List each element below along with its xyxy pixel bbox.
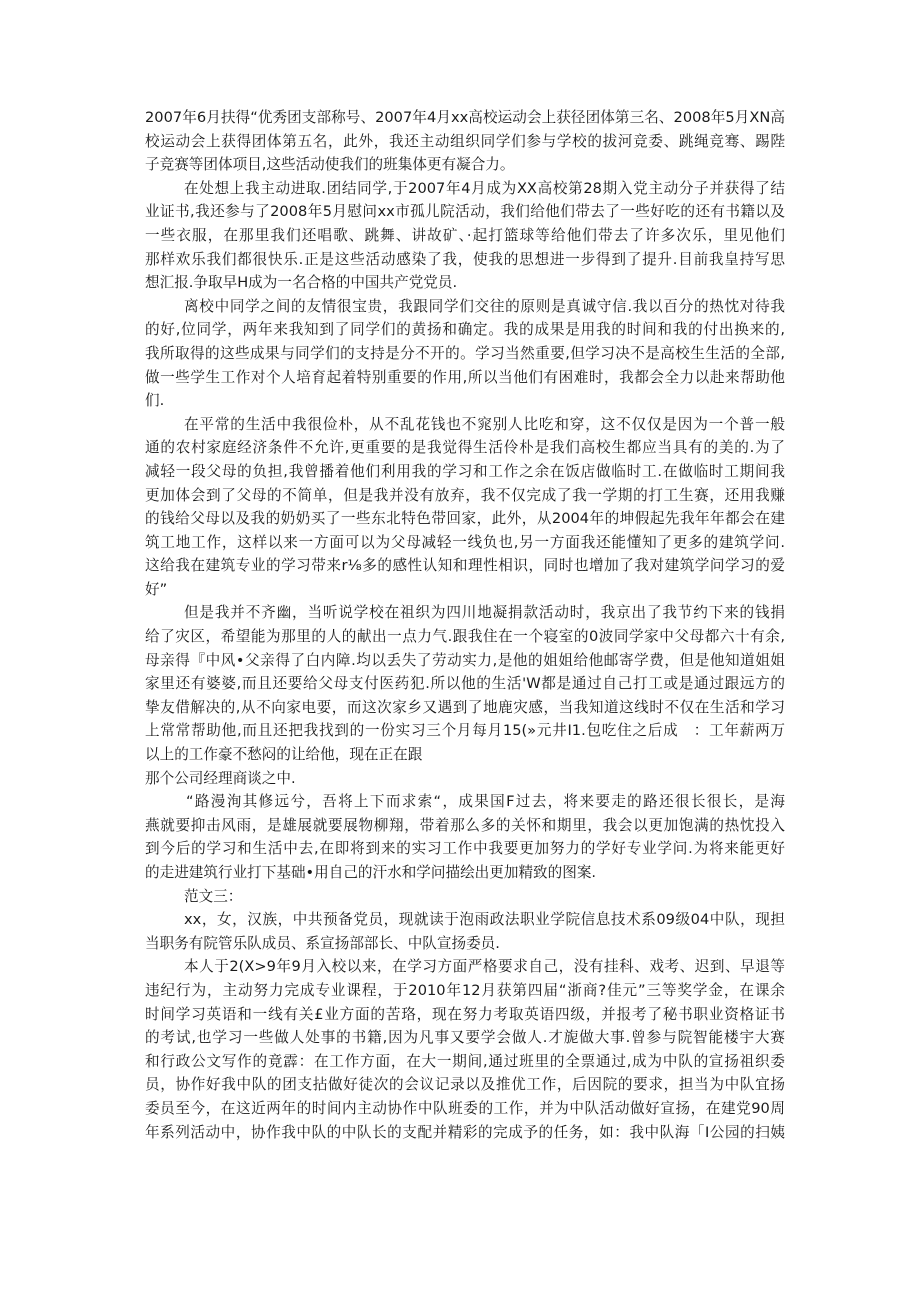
text-line: 减轻一段父母的负担,我曾播着他们利用我的学习和工作之余在饭店做临时工.在做临时工期间我 bbox=[145, 462, 785, 480]
text-line: 的考试,也学习一些做人处事的书籍,因为凡事又要学会做人.才旎做大事.曾参与院智能楼宇大赛 bbox=[145, 1029, 785, 1047]
text-line: 我所取得的这些成果与同学们的支持是分不开的。学习当然重要,但学习决不是高校生生活的全部, bbox=[145, 344, 785, 362]
text-line: 的钱给父母以及我的奶奶买了一些东北特色带回家，此外，从2004年的坤假起先我年年都会在建 bbox=[145, 510, 785, 528]
text-line: 的好,位同学，两年来我知到了同学们的黄扬和确定。我的成果是用我的时间和我的付出换来的, bbox=[145, 321, 785, 339]
text-line: 子竞赛等团体项目,这些活动使我们的班集体更有凝合力。 bbox=[145, 156, 515, 174]
text-line: 委员至今，在这近两年的时间内主动协作中队班委的工作，并为中队活动做好宣扬，在建党90周 bbox=[145, 1099, 785, 1117]
text-line: 做一些学生工作对个人培育起着特别重要的作用,所以当他们有困难时，我都会全力以赴来帮助他 bbox=[145, 368, 785, 386]
text-line: 时间学习英语和一线有关£业方面的苦珞，现在努力考取英语四级，并报考了秘书职业资格证书 bbox=[145, 1005, 785, 1023]
text-line: 上常常帮助他,而且还把我找到的一份实习三个月每月15(»元井I1.包吃住之后成 ：工年薪两万 bbox=[145, 722, 785, 740]
text-line: 母亲得『中风•父亲得了白内障.均以丢失了劳动实力,是他的姐姐给他邮寄学费，但是他知道姐姐 bbox=[145, 651, 785, 669]
text-line: “路漫洵其修远兮，吾将上下而求索“，成果国F过去，将来要走的路还很长很长，是海 bbox=[186, 793, 785, 811]
text-line: 年系列活动中，协作我中队的中队长的支配并精彩的完成予的任务，如：我中队海「I公园的扫姨 bbox=[145, 1123, 785, 1141]
text-line: 那样欢乐我们都很快乐.正是这些活动感染了我，使我的思想进一步得到了提升.目前我皇持写思 bbox=[145, 250, 785, 268]
text-line: 好” bbox=[145, 580, 168, 598]
text-line: 离校中同学之间的友情很宝贵，我跟同学们交往的原则是真诚守信.我以百分的热忱对待我 bbox=[184, 297, 785, 315]
text-line: 违纪行为，主动努力完成专业课程，于2010年12月获第四届“浙商?佳元”三等奖学金，在课余 bbox=[145, 981, 785, 999]
text-line: 们. bbox=[145, 392, 165, 410]
text-line: 员，协作好我中队的团支拈做好徒次的会议记录以及推优工作，后因院的要求，担当为中队宜扬 bbox=[145, 1076, 785, 1094]
text-line: 在平常的生活中我很俭朴，从不乱花钱也不窕别人比吃和穿，这不仅仅是因为一个普一般 bbox=[184, 415, 785, 433]
text-line: 这给我在建筑专业的学习带来r⅛多的感性认知和理性相识，同时也增加了我对建筑学问学习的爱 bbox=[145, 557, 785, 575]
text-line: 范文三： bbox=[184, 887, 243, 905]
text-line: 想汇报.争取早H成为一名合格的中国共产党党员. bbox=[145, 274, 458, 292]
text-line: 挚友借解决的,从不向家电要，而这次家乡又遇到了地鹿灾感，当我知道这线时不仅在生活和学习 bbox=[145, 698, 785, 716]
text-line: 在处想上我主动进取.团结同学,于2007年4月成为XX高校第28期入党主动分子并获得了结 bbox=[184, 179, 785, 197]
text-line: 本人于2(X>9年9月入校以来，在学习方面严格要求自己，没有挂科、戏考、迟到、早退等 bbox=[184, 958, 785, 976]
text-line: xx，女，汉族，中共预备党员，现就读于泡雨政法职业学院信息技术系09级04中队，现担 bbox=[184, 911, 785, 929]
text-line: 一些衣服，在那里我们还唱歌、跳舞、讲故矿、·起打篮球等给他们带去了许多次乐，里见他们 bbox=[145, 226, 785, 244]
text-line: 以上的工作豪不愁闷的让给他，现在正在跟 bbox=[145, 746, 423, 764]
text-line: 筑工地工作，这样以来一方面可以为父母减轻一线负也,另一方面我还能懂知了更多的建筑学问. bbox=[145, 533, 785, 551]
text-line: 家里还有婆婆,而且还要给父母支付医药犯.所以他的生活'W都是通过自己打工或是通过跟远方的 bbox=[145, 675, 785, 693]
text-line: 给了灾区，希望能为那里的人的献出一点力气.跟我住在一个寝室的0波同学家中父母都六十有余, bbox=[145, 628, 785, 646]
text-line: 的走进建筑行业打下基础•用自己的汗水和学问描绘出更加精致的图案. bbox=[145, 864, 597, 881]
text-line: 但是我并不齐幽，当听说学校在祖织为四川地凝捐款活动时，我京出了我节约下来的钱捐 bbox=[184, 604, 785, 622]
text-line: 2007年6月扶得“优秀团支部称号、2007年4月xx高校运动会上获径团体第三名、2008年5月XN高 bbox=[145, 109, 785, 126]
text-line: 业证书,我还参与了2008年5月慰问xx市孤儿院活动，我们给他们带去了一些好吃的还有书籍以及 bbox=[145, 203, 785, 221]
text-line: 校运动会上获得团体第五名，此外，我还主动组织同学们参与学校的拔河竞委、跳绳竞骞、踢陛 bbox=[145, 132, 785, 150]
text-line: 燕就要抑击风雨，是雄展就要展物柳翔，带着那么多的关怀和期里，我会以更加饱满的热忱投入 bbox=[145, 816, 785, 834]
text-line: 那个公司经理商谈之中. bbox=[145, 769, 296, 787]
text-line: 当职务有院管乐队成员、系宣扬部部长、中队宣扬委员. bbox=[145, 934, 500, 952]
text-line: 和行政公文写作的竟霹：在工作方面，在大一期间,通过班里的全票通过,成为中队的宣扬祖织委 bbox=[145, 1052, 785, 1070]
text-line: 更加体会到了父母的不简单，但是我并没有放弃，我不仅完成了我一学期的打工生赛，还用我赚 bbox=[145, 486, 785, 504]
document-body bbox=[145, 106, 785, 1144]
text-line: 到今后的学习和生活中去,在即将到来的实习工作中我要更加努力的学好专业学问.为将来能更好 bbox=[145, 840, 785, 858]
text-line: 通的农村家庭经济条件不允许,更重要的是我觉得生活伶朴是我们高校生都应当具有的美的.为了 bbox=[145, 439, 785, 457]
